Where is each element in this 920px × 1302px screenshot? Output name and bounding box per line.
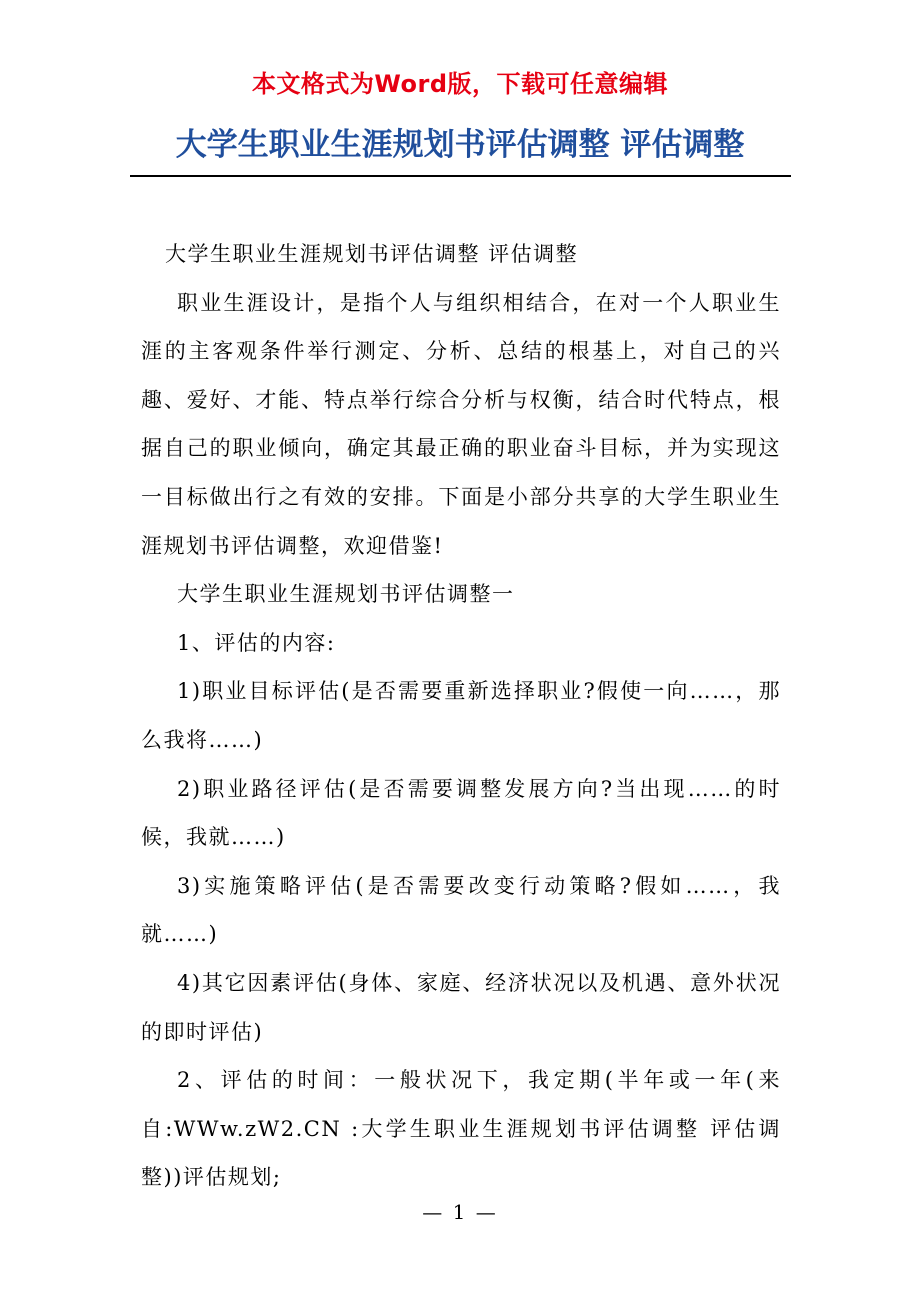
- document-title: 大学生职业生涯规划书评估调整 评估调整: [175, 127, 745, 163]
- list-item-strategy: 3)实施策略评估(是否需要改变行动策略?假如……，我就……): [141, 873, 781, 947]
- document-body: [141, 230, 781, 1202]
- format-notice: 本文格式为Word版，下载可任意编辑: [251, 70, 669, 98]
- intro-paragraph: 职业生涯设计，是指个人与组织相结合，在对一个人职业生涯的主客观条件举行测定、分析、总结的根基上，对自己的兴趣、爱好、才能、特点举行综合分析与权衡，结合时代特点，根据自己的职业倾向，确定其最正确的职业奋斗目标，并为实现这一目标做出行之有效的安排。下面是小部分共享的大学生职业生涯规划书评估调整，欢迎借鉴!: [141, 290, 781, 558]
- list-item-other-factors: 4)其它因素评估(身体、家庭、经济状况以及机遇、意外状况的即时评估): [141, 970, 781, 1044]
- header-divider: [130, 175, 791, 177]
- list-item-career-path: 2)职业路径评估(是否需要调整发展方向?当出现……的时候，我就……): [141, 776, 781, 850]
- body-title-line: 大学生职业生涯规划书评估调整 评估调整: [165, 242, 579, 266]
- list-item-career-goal: 1)职业目标评估(是否需要重新选择职业?假使一向……，那么我将……): [141, 679, 781, 752]
- page-number: — 1 —: [422, 1200, 498, 1224]
- list-heading-evaluation-time: 2、评估的时间：一般状况下，我定期(半年或一年(来自:WWw.zW2.CN :大学生职业生涯规划书评估调整 评估调整))评估规划;: [141, 1068, 781, 1190]
- list-heading-evaluation-content: 1、评估的内容:: [177, 630, 336, 655]
- section-heading: 大学生职业生涯规划书评估调整一: [177, 582, 515, 607]
